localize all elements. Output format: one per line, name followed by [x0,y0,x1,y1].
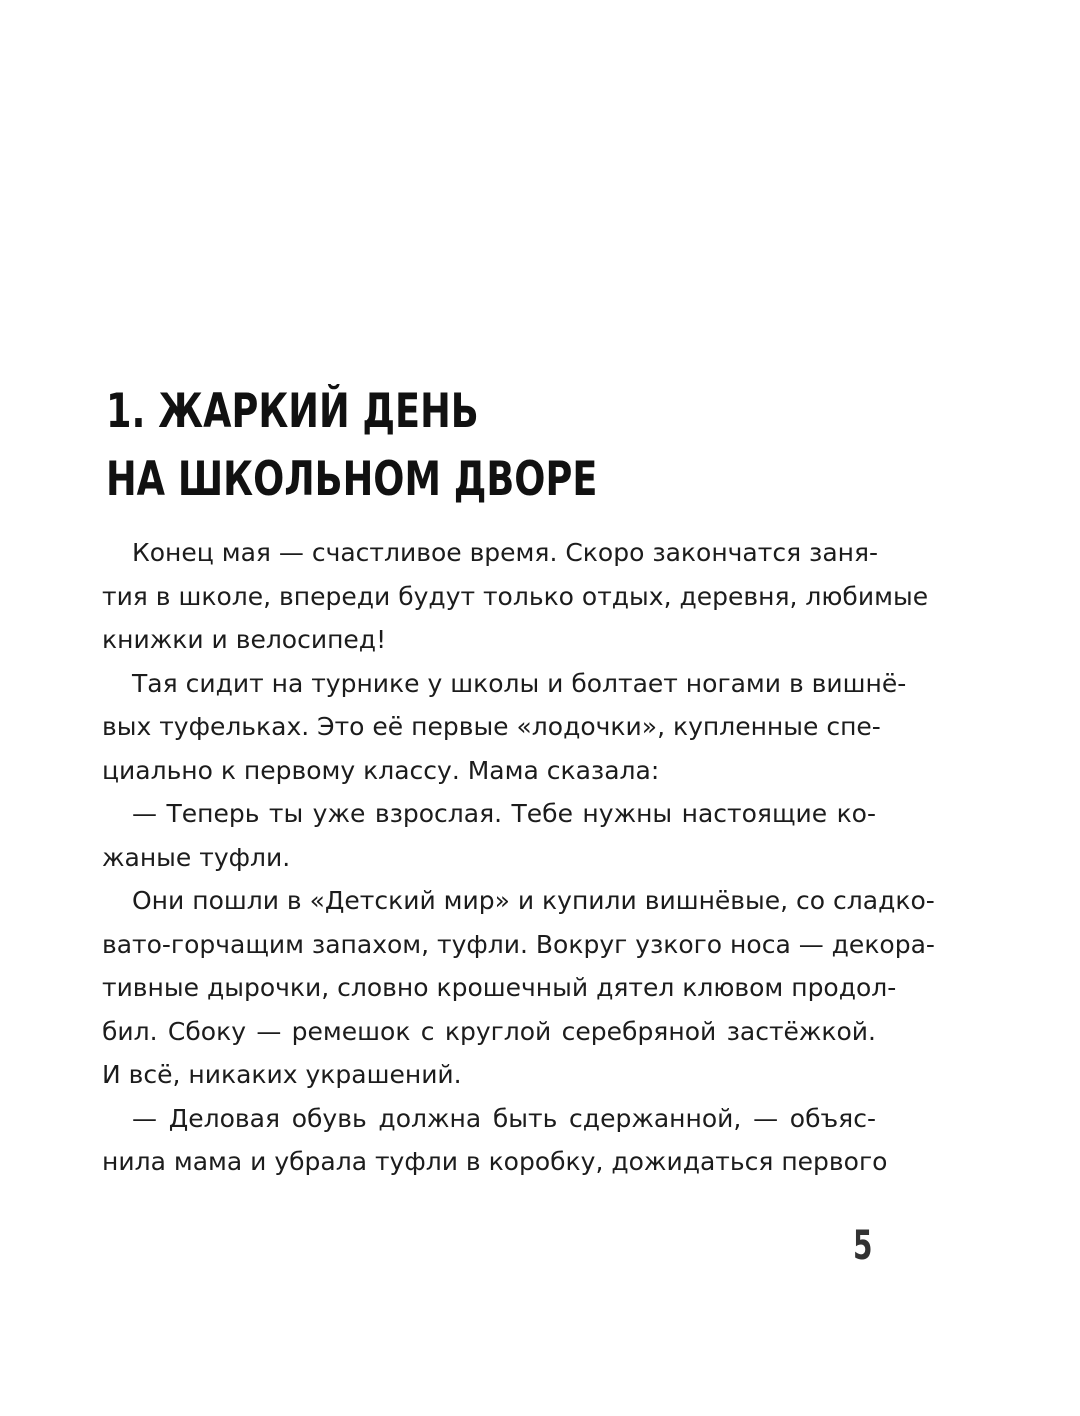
text-line: Они пошли в «Детский мир» и купили вишнёвые, со сладко- [132,886,935,915]
text-line: вых туфельках. Это её первые «лодочки», купленные спе- [102,712,881,741]
chapter-body-text [102,531,935,1184]
page-number: 5 [853,1223,873,1269]
text-line: — Теперь ты уже взрослая. Тебе нужны настоящие ко- [132,799,876,828]
text-line: вато-горчащим запахом, туфли. Вокруг узкого носа — декора- [102,929,935,959]
text-line: нила мама и убрала туфли в коробку, дожидаться первого [102,1147,888,1176]
chapter-title-line-1: 1. ЖАРКИЙ ДЕНЬ [106,384,479,439]
text-line: — Деловая обувь должна быть сдержанной, — объяс- [132,1103,876,1133]
text-line: тивные дырочки, словно крошечный дятел клювом продол- [102,973,897,1002]
text-line: И всё, никаких украшений. [102,1060,462,1089]
text-line: жаные туфли. [102,842,291,872]
chapter-title-line-2: НА ШКОЛЬНОМ ДВОРЕ [106,452,598,507]
text-line: Тая сидит на турнике у школы и болтает ногами в вишнё- [132,668,907,698]
text-line: циально к первому классу. Мама сказала: [102,755,660,785]
text-line: Конец мая — счастливое время. Скоро закончатся заня- [132,538,879,567]
text-line: книжки и велосипед! [102,625,387,654]
text-line: бил. Сбоку — ремешок с круглой серебряной застёжкой. [102,1016,876,1046]
chapter-title [106,378,699,514]
text-line: тия в школе, впереди будут только отдых, деревня, любимые [102,581,929,611]
